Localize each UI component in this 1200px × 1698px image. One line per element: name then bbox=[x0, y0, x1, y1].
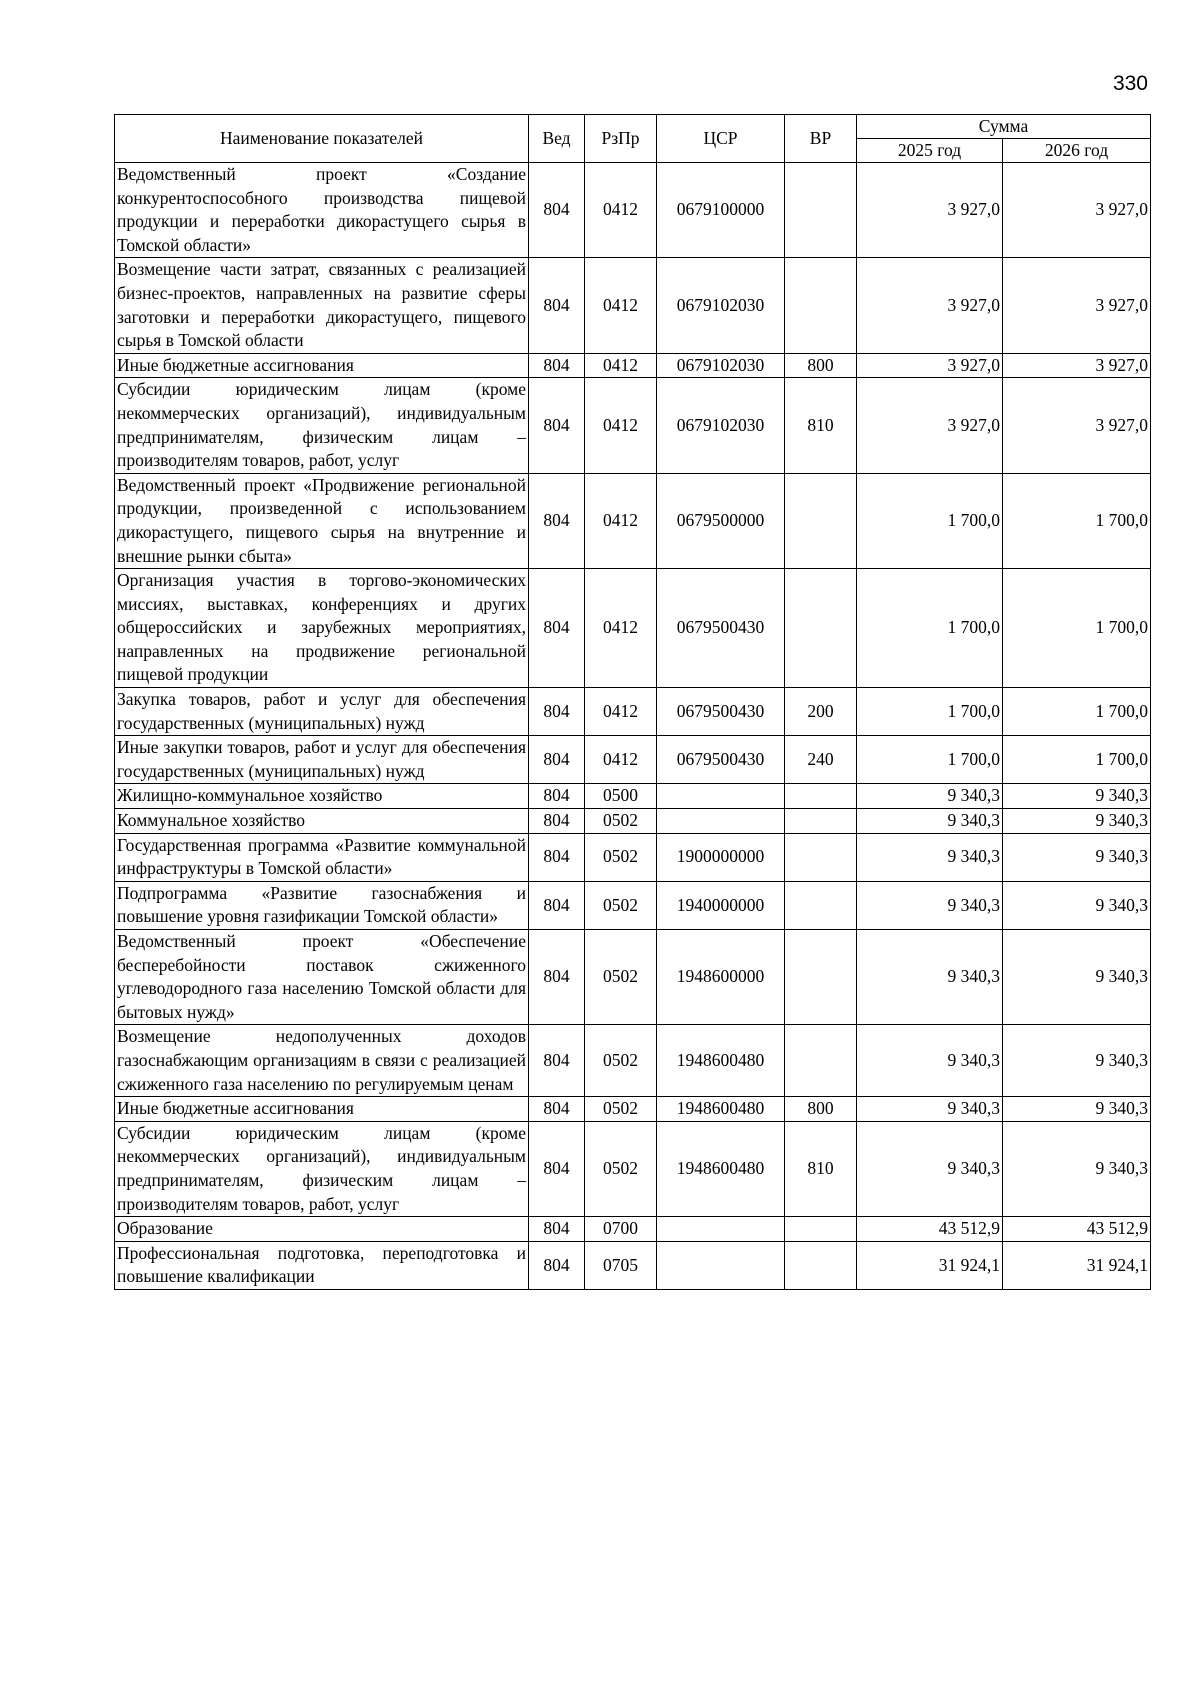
cell-sum-2026: 9 340,3 bbox=[1003, 1097, 1151, 1122]
table-row bbox=[115, 881, 1151, 929]
cell-rzpr: 0412 bbox=[585, 353, 657, 378]
table-row bbox=[115, 736, 1151, 784]
cell-vr bbox=[785, 258, 857, 353]
cell-rzpr: 0412 bbox=[585, 163, 657, 258]
cell-name: Ведомственный проект «Создание конкурентоспособного производства пищевой продукции и переработки дикорастущего сырья в Томской области» bbox=[115, 163, 529, 258]
cell-vr bbox=[785, 569, 857, 688]
cell-ved: 804 bbox=[529, 163, 585, 258]
cell-vr bbox=[785, 1217, 857, 1242]
cell-ved: 804 bbox=[529, 1025, 585, 1097]
cell-ved: 804 bbox=[529, 1121, 585, 1216]
table-row bbox=[115, 930, 1151, 1025]
cell-sum-2025: 1 700,0 bbox=[857, 473, 1003, 568]
table-row bbox=[115, 833, 1151, 881]
cell-rzpr: 0412 bbox=[585, 736, 657, 784]
cell-sum-2025: 31 924,1 bbox=[857, 1241, 1003, 1289]
cell-vr bbox=[785, 784, 857, 809]
header-year-2026: 2026 год bbox=[1003, 139, 1151, 163]
table-row bbox=[115, 258, 1151, 353]
cell-csr: 0679500430 bbox=[657, 688, 785, 736]
cell-ved: 804 bbox=[529, 809, 585, 834]
cell-vr: 200 bbox=[785, 688, 857, 736]
cell-sum-2026: 9 340,3 bbox=[1003, 881, 1151, 929]
table-row bbox=[115, 569, 1151, 688]
header-ved: Вед bbox=[529, 115, 585, 163]
cell-sum-2025: 9 340,3 bbox=[857, 1097, 1003, 1122]
cell-name: Закупка товаров, работ и услуг для обеспечения государственных (муниципальных) нужд bbox=[115, 688, 529, 736]
cell-name: Субсидии юридическим лицам (кроме некоммерческих организаций), индивидуальным предпринимателям, физическим лицам – производителям товаров, работ, услуг bbox=[115, 378, 529, 473]
cell-rzpr: 0412 bbox=[585, 378, 657, 473]
header-vr: ВР bbox=[785, 115, 857, 163]
cell-ved: 804 bbox=[529, 473, 585, 568]
cell-csr: 0679102030 bbox=[657, 378, 785, 473]
cell-name: Иные бюджетные ассигнования bbox=[115, 1097, 529, 1122]
cell-sum-2025: 1 700,0 bbox=[857, 688, 1003, 736]
cell-rzpr: 0502 bbox=[585, 833, 657, 881]
cell-name: Жилищно-коммунальное хозяйство bbox=[115, 784, 529, 809]
cell-csr: 1948600480 bbox=[657, 1121, 785, 1216]
table-row bbox=[115, 809, 1151, 834]
cell-sum-2025: 9 340,3 bbox=[857, 1025, 1003, 1097]
cell-sum-2025: 1 700,0 bbox=[857, 569, 1003, 688]
cell-name: Образование bbox=[115, 1217, 529, 1242]
header-name: Наименование показателей bbox=[115, 115, 529, 163]
cell-ved: 804 bbox=[529, 1097, 585, 1122]
cell-rzpr: 0412 bbox=[585, 569, 657, 688]
cell-name: Субсидии юридическим лицам (кроме некоммерческих организаций), индивидуальным предпринимателям, физическим лицам – производителям товаров, работ, услуг bbox=[115, 1121, 529, 1216]
cell-sum-2026: 9 340,3 bbox=[1003, 809, 1151, 834]
cell-vr bbox=[785, 473, 857, 568]
cell-csr bbox=[657, 1241, 785, 1289]
cell-vr: 240 bbox=[785, 736, 857, 784]
cell-sum-2026: 43 512,9 bbox=[1003, 1217, 1151, 1242]
cell-rzpr: 0502 bbox=[585, 1121, 657, 1216]
cell-sum-2026: 3 927,0 bbox=[1003, 353, 1151, 378]
cell-ved: 804 bbox=[529, 1241, 585, 1289]
cell-sum-2026: 3 927,0 bbox=[1003, 163, 1151, 258]
table-row bbox=[115, 163, 1151, 258]
cell-csr: 1900000000 bbox=[657, 833, 785, 881]
cell-sum-2026: 9 340,3 bbox=[1003, 784, 1151, 809]
cell-csr: 1940000000 bbox=[657, 881, 785, 929]
table-row bbox=[115, 378, 1151, 473]
cell-ved: 804 bbox=[529, 881, 585, 929]
table-row bbox=[115, 1025, 1151, 1097]
cell-vr bbox=[785, 809, 857, 834]
cell-ved: 804 bbox=[529, 930, 585, 1025]
cell-sum-2025: 9 340,3 bbox=[857, 881, 1003, 929]
cell-sum-2026: 1 700,0 bbox=[1003, 569, 1151, 688]
cell-sum-2025: 9 340,3 bbox=[857, 784, 1003, 809]
cell-name: Организация участия в торгово-экономических миссиях, выставках, конференциях и других общероссийских и зарубежных мероприятиях, направленных на продвижение региональной пищевой продукции bbox=[115, 569, 529, 688]
cell-ved: 804 bbox=[529, 688, 585, 736]
table-row bbox=[115, 784, 1151, 809]
cell-sum-2025: 9 340,3 bbox=[857, 809, 1003, 834]
cell-sum-2025: 9 340,3 bbox=[857, 930, 1003, 1025]
cell-name: Ведомственный проект «Обеспечение бесперебойности поставок сжиженного углеводородного газа населению Томской области для бытовых нужд» bbox=[115, 930, 529, 1025]
cell-sum-2025: 3 927,0 bbox=[857, 378, 1003, 473]
header-csr: ЦСР bbox=[657, 115, 785, 163]
table-row bbox=[115, 1097, 1151, 1122]
table-row bbox=[115, 1121, 1151, 1216]
cell-sum-2026: 3 927,0 bbox=[1003, 258, 1151, 353]
cell-csr: 1948600000 bbox=[657, 930, 785, 1025]
table-row bbox=[115, 353, 1151, 378]
cell-sum-2026: 1 700,0 bbox=[1003, 688, 1151, 736]
cell-sum-2025: 3 927,0 bbox=[857, 163, 1003, 258]
cell-vr bbox=[785, 1241, 857, 1289]
cell-vr: 800 bbox=[785, 353, 857, 378]
cell-sum-2025: 9 340,3 bbox=[857, 1121, 1003, 1216]
cell-csr: 0679100000 bbox=[657, 163, 785, 258]
cell-csr: 0679102030 bbox=[657, 258, 785, 353]
cell-vr bbox=[785, 163, 857, 258]
header-rzpr: РзПр bbox=[585, 115, 657, 163]
cell-csr: 0679500430 bbox=[657, 736, 785, 784]
cell-sum-2026: 1 700,0 bbox=[1003, 736, 1151, 784]
cell-csr bbox=[657, 784, 785, 809]
cell-name: Коммунальное хозяйство bbox=[115, 809, 529, 834]
cell-rzpr: 0500 bbox=[585, 784, 657, 809]
table-row bbox=[115, 1217, 1151, 1242]
cell-name: Подпрограмма «Развитие газоснабжения и повышение уровня газификации Томской области» bbox=[115, 881, 529, 929]
cell-csr: 0679500430 bbox=[657, 569, 785, 688]
table-row bbox=[115, 1241, 1151, 1289]
budget-table bbox=[114, 114, 1151, 1290]
header-year-2025: 2025 год bbox=[857, 139, 1003, 163]
cell-vr bbox=[785, 1025, 857, 1097]
cell-csr bbox=[657, 809, 785, 834]
cell-rzpr: 0502 bbox=[585, 1025, 657, 1097]
cell-sum-2026: 1 700,0 bbox=[1003, 473, 1151, 568]
cell-ved: 804 bbox=[529, 569, 585, 688]
cell-csr: 1948600480 bbox=[657, 1025, 785, 1097]
table-row bbox=[115, 473, 1151, 568]
cell-ved: 804 bbox=[529, 353, 585, 378]
cell-sum-2025: 3 927,0 bbox=[857, 258, 1003, 353]
cell-vr bbox=[785, 881, 857, 929]
cell-rzpr: 0502 bbox=[585, 881, 657, 929]
cell-vr bbox=[785, 833, 857, 881]
cell-sum-2026: 9 340,3 bbox=[1003, 930, 1151, 1025]
cell-sum-2026: 9 340,3 bbox=[1003, 833, 1151, 881]
cell-rzpr: 0412 bbox=[585, 473, 657, 568]
table-body bbox=[115, 163, 1151, 1290]
cell-csr: 1948600480 bbox=[657, 1097, 785, 1122]
cell-csr: 0679500000 bbox=[657, 473, 785, 568]
cell-rzpr: 0700 bbox=[585, 1217, 657, 1242]
cell-rzpr: 0705 bbox=[585, 1241, 657, 1289]
cell-sum-2025: 43 512,9 bbox=[857, 1217, 1003, 1242]
table-row bbox=[115, 688, 1151, 736]
cell-vr: 800 bbox=[785, 1097, 857, 1122]
cell-name: Иные закупки товаров, работ и услуг для обеспечения государственных (муниципальных) нужд bbox=[115, 736, 529, 784]
cell-rzpr: 0502 bbox=[585, 809, 657, 834]
cell-ved: 804 bbox=[529, 736, 585, 784]
cell-ved: 804 bbox=[529, 1217, 585, 1242]
cell-rzpr: 0502 bbox=[585, 930, 657, 1025]
cell-vr: 810 bbox=[785, 378, 857, 473]
page-number: 330 bbox=[1112, 72, 1148, 95]
cell-csr: 0679102030 bbox=[657, 353, 785, 378]
cell-sum-2025: 1 700,0 bbox=[857, 736, 1003, 784]
table-header bbox=[115, 115, 1151, 163]
cell-name: Возмещение части затрат, связанных с реализацией бизнес-проектов, направленных на развитие сферы заготовки и переработки дикорастущего, пищевого сырья в Томской области bbox=[115, 258, 529, 353]
cell-rzpr: 0502 bbox=[585, 1097, 657, 1122]
cell-rzpr: 0412 bbox=[585, 688, 657, 736]
cell-name: Возмещение недополученных доходов газоснабжающим организациям в связи с реализацией сжиженного газа населению по регулируемым ценам bbox=[115, 1025, 529, 1097]
cell-sum-2026: 9 340,3 bbox=[1003, 1121, 1151, 1216]
cell-sum-2025: 3 927,0 bbox=[857, 353, 1003, 378]
cell-sum-2026: 9 340,3 bbox=[1003, 1025, 1151, 1097]
cell-ved: 804 bbox=[529, 833, 585, 881]
cell-ved: 804 bbox=[529, 258, 585, 353]
cell-name: Государственная программа «Развитие коммунальной инфраструктуры в Томской области» bbox=[115, 833, 529, 881]
cell-name: Профессиональная подготовка, переподготовка и повышение квалификации bbox=[115, 1241, 529, 1289]
cell-vr bbox=[785, 930, 857, 1025]
cell-sum-2026: 3 927,0 bbox=[1003, 378, 1151, 473]
cell-rzpr: 0412 bbox=[585, 258, 657, 353]
cell-vr: 810 bbox=[785, 1121, 857, 1216]
cell-name: Ведомственный проект «Продвижение региональной продукции, произведенной с использованием дикорастущего, пищевого сырья на внутренние и внешние рынки сбыта» bbox=[115, 473, 529, 568]
header-sum: Сумма bbox=[857, 115, 1151, 139]
cell-sum-2026: 31 924,1 bbox=[1003, 1241, 1151, 1289]
cell-name: Иные бюджетные ассигнования bbox=[115, 353, 529, 378]
cell-sum-2025: 9 340,3 bbox=[857, 833, 1003, 881]
cell-ved: 804 bbox=[529, 378, 585, 473]
cell-csr bbox=[657, 1217, 785, 1242]
cell-ved: 804 bbox=[529, 784, 585, 809]
